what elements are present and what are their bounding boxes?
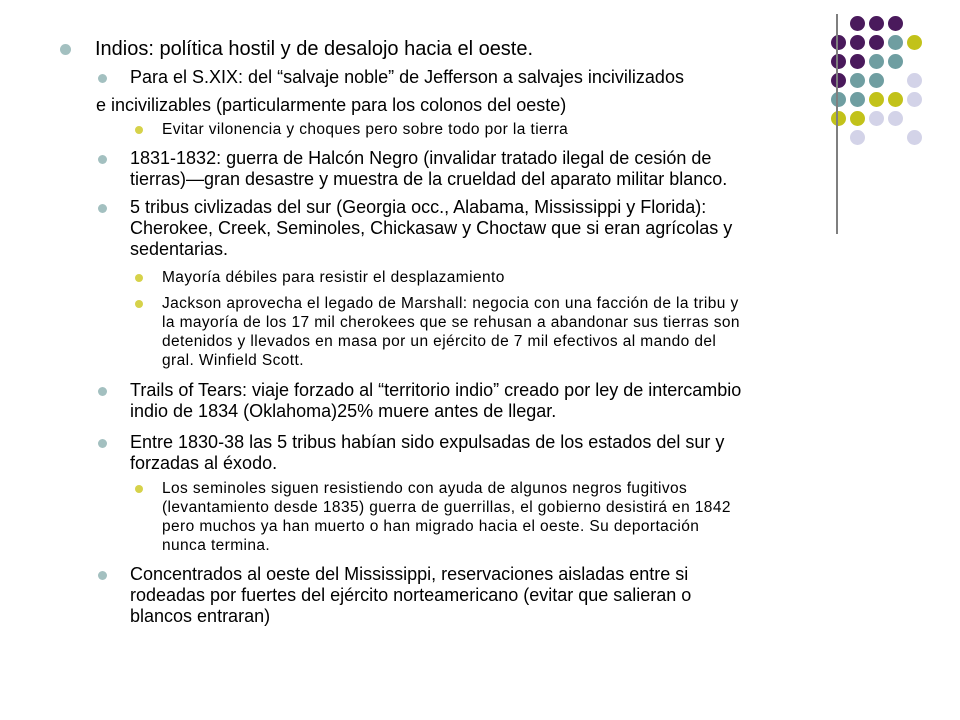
decorative-dot — [850, 73, 865, 88]
bullet-dot — [135, 126, 143, 134]
decorative-dot — [850, 130, 865, 145]
decorative-dot — [888, 54, 903, 69]
decorative-dot — [831, 73, 846, 88]
text-line: tierras)—gran desastre y muestra de la crueldad del aparato militar blanco. — [130, 169, 728, 189]
decorative-dot — [850, 111, 865, 126]
bullet-dot — [135, 274, 143, 282]
bullet-dot — [98, 439, 107, 448]
decorative-dot — [888, 111, 903, 126]
text-line: la mayoría de los 17 mil cherokees que se rehusan a abandonar sus tierras son — [162, 314, 740, 331]
bullet-dot — [60, 44, 71, 55]
decorative-dot — [850, 54, 865, 69]
bullet-dot — [98, 155, 107, 164]
text-line: 5 tribus civlizadas del sur (Georgia occ., Alabama, Mississippi y Florida): — [130, 197, 707, 217]
text-line: Indios: política hostil y de desalojo hacia el oeste. — [95, 38, 534, 60]
text-line: Evitar vilonencia y choques pero sobre todo por la tierra — [162, 121, 569, 138]
decorative-dot — [869, 16, 884, 31]
text-line: Entre 1830-38 las 5 tribus habían sido expulsadas de los estados del sur y — [130, 432, 725, 452]
text-line: gral. Winfield Scott. — [162, 352, 304, 369]
text-line: forzadas al éxodo. — [130, 453, 278, 473]
bullet-dot — [98, 204, 107, 213]
text-line: Mayoría débiles para resistir el desplazamiento — [162, 269, 505, 286]
decorative-dot — [850, 92, 865, 107]
text-line: pero muchos ya han muerto o han migrado hacia el oeste. Su deportación — [162, 518, 700, 535]
decorative-dot — [831, 92, 846, 107]
text-line: blancos entraran) — [130, 606, 271, 626]
decorative-dot — [869, 92, 884, 107]
text-line: Los seminoles siguen resistiendo con ayuda de algunos negros fugitivos — [162, 480, 688, 497]
decorative-dot — [907, 35, 922, 50]
decorative-dot — [907, 130, 922, 145]
text-line: Jackson aprovecha el legado de Marshall: negocia con una facción de la tribu y — [162, 295, 739, 312]
bullet-dot — [98, 387, 107, 396]
decorative-dot — [907, 73, 922, 88]
bullet-dot — [98, 74, 107, 83]
text-line: indio de 1834 (Oklahoma)25% muere antes de llegar. — [130, 401, 557, 421]
decorative-dot — [831, 54, 846, 69]
text-line: rodeadas por fuertes del ejército norteamericano (evitar que salieran o — [130, 585, 692, 605]
decorative-dot — [869, 54, 884, 69]
decorative-dot — [888, 16, 903, 31]
text-line: Cherokee, Creek, Seminoles, Chickasaw y Choctaw que si eran agrícolas y — [130, 218, 733, 238]
text-line: Trails of Tears: viaje forzado al “territorio indio” creado por ley de intercambio — [130, 380, 742, 400]
divider-line — [836, 14, 838, 234]
text-line: sedentarias. — [130, 239, 229, 259]
text-line: Concentrados al oeste del Mississippi, reservaciones aisladas entre si — [130, 564, 689, 584]
text-line: detenidos y llevados en masa por un ejército de 7 mil efectivos al mando del — [162, 333, 717, 350]
decorative-dot — [869, 73, 884, 88]
decorative-dot — [869, 35, 884, 50]
text-line: nunca termina. — [162, 537, 271, 554]
decorative-dot — [850, 16, 865, 31]
decorative-dot — [907, 92, 922, 107]
decorative-dot — [831, 35, 846, 50]
bullet-dot — [135, 485, 143, 493]
decorative-dot — [831, 111, 846, 126]
bullet-dot — [98, 571, 107, 580]
text-line: 1831-1832: guerra de Halcón Negro (invalidar tratado ilegal de cesión de — [130, 148, 712, 168]
decorative-dot — [888, 35, 903, 50]
decorative-dot — [888, 92, 903, 107]
text-line: Para el S.XIX: del “salvaje noble” de Jefferson a salvajes incivilizados — [130, 67, 684, 87]
decorative-dot — [850, 35, 865, 50]
bullet-dot — [135, 300, 143, 308]
text-line: e incivilizables (particularmente para los colonos del oeste) — [96, 95, 567, 115]
text-line: (levantamiento desde 1835) guerra de guerrillas, el gobierno desistirá en 1842 — [162, 499, 731, 516]
decorative-dot — [869, 111, 884, 126]
